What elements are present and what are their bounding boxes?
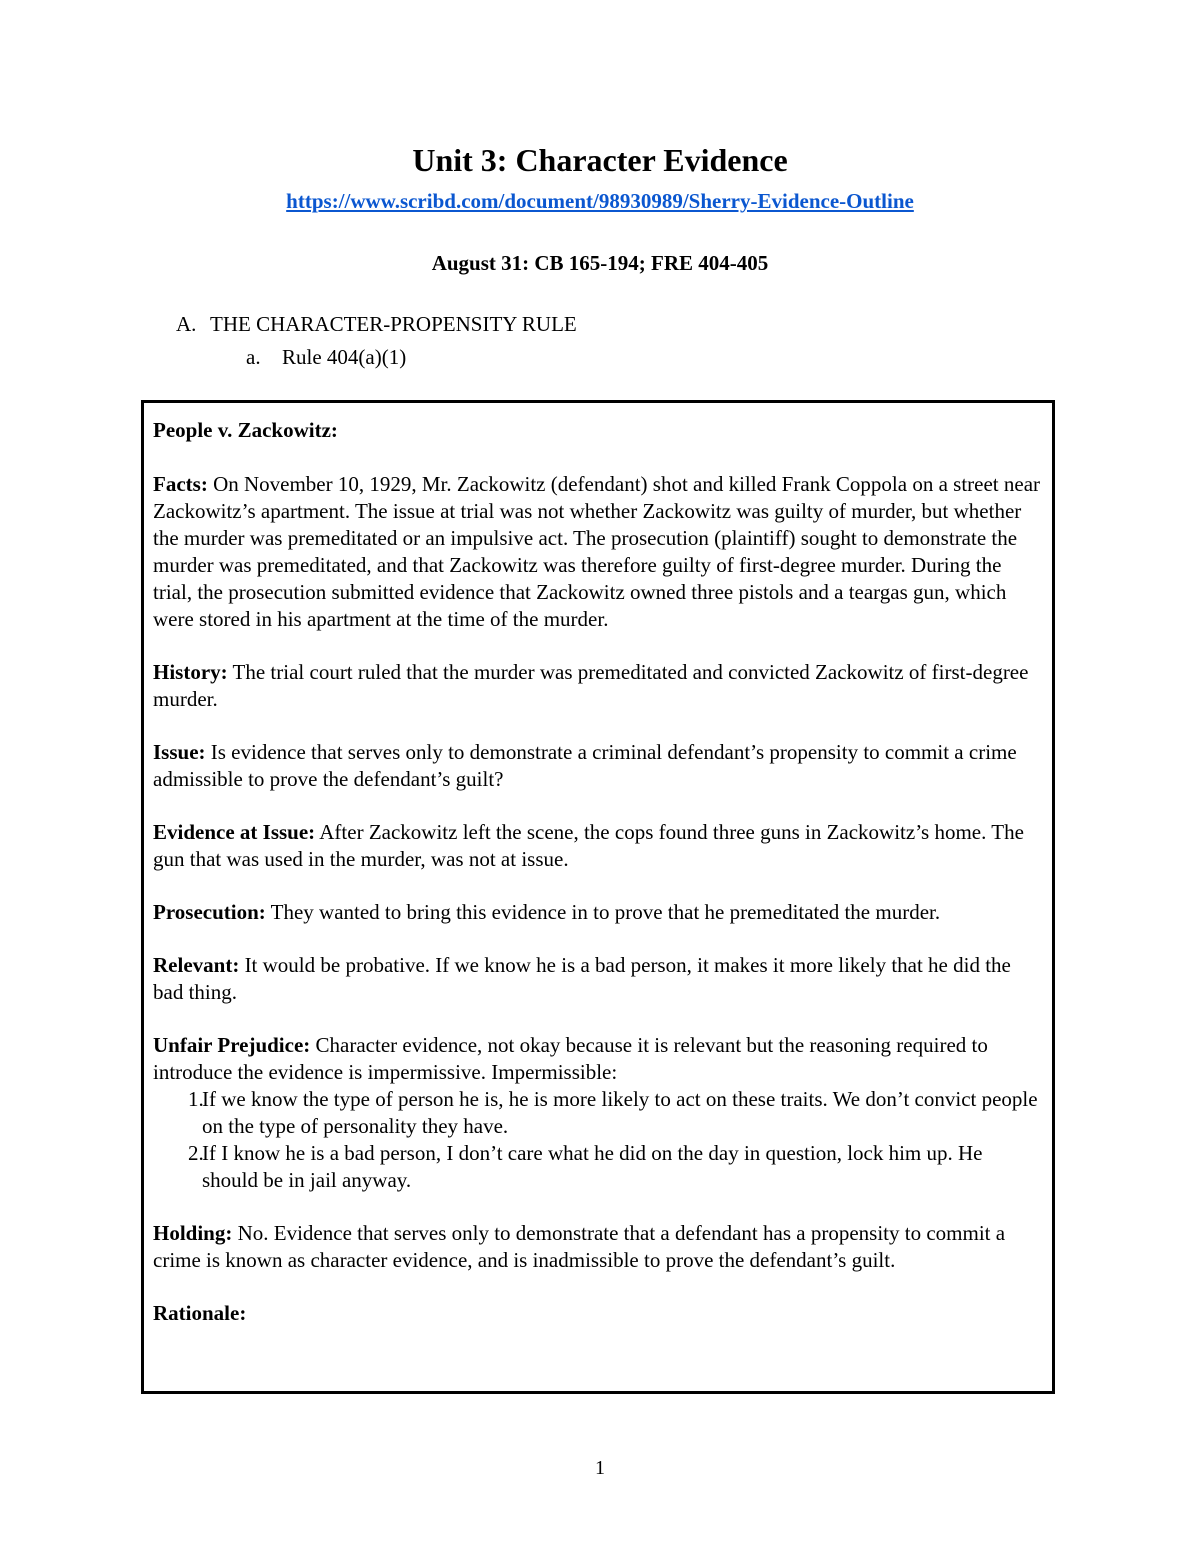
outline-section-marker: A. <box>176 312 197 336</box>
prejudice-list <box>153 1086 1042 1194</box>
case-relevant-text: It would be probative. If we know he is a bad person, it makes it more likely that he did the bad thing. <box>153 953 1011 1004</box>
case-holding <box>153 1220 1042 1274</box>
case-evidence-at-issue <box>153 819 1042 873</box>
page-title: Unit 3: Character Evidence <box>412 142 788 178</box>
case-evidence-text: After Zackowitz left the scene, the cops found three guns in Zackowitz’s home. The gun that was used in the murder, was not at issue. <box>153 820 1024 871</box>
reading-assignment: August 31: CB 165-194; FRE 404-405 <box>431 251 769 275</box>
case-facts-text: On November 10, 1929, Mr. Zackowitz (defendant) shot and killed Frank Coppola on a street near Zackowitz’s apartment. The issue at trial was not whether Zackowitz was guilty of murder, but whether the murder was premeditated or an impulsive act. The prosecution (plaintiff) sought to demonstrate the murder was premeditated, and that Zackowitz was therefore guilty of first-degree murder. During the trial, the prosecution submitted evidence that Zackowitz owned three pistols and a teargas gun, which were stored in his apartment at the time of the murder. <box>153 472 1041 631</box>
case-facts-heading: Facts: <box>153 472 208 496</box>
case-unfair-prejudice <box>153 1032 1042 1086</box>
case-issue <box>153 739 1042 793</box>
list-item <box>153 1140 1042 1194</box>
list-item-text: If we know the type of person he is, he is more likely to act on these traits. We don’t convict people on the type of personality they have. <box>202 1087 1038 1138</box>
case-prejudice-heading: Unfair Prejudice: <box>153 1033 311 1057</box>
outline-section-label: THE CHARACTER-PROPENSITY RULE <box>210 312 577 336</box>
list-item <box>153 1086 1042 1140</box>
case-prosecution-heading: Prosecution: <box>153 900 266 924</box>
case-prejudice-text: Character evidence, not okay because it is relevant but the reasoning required to introduce the evidence is impermissive. Impermissible: <box>153 1033 988 1084</box>
case-title: People v. Zackowitz: <box>153 418 338 442</box>
source-link-line <box>0 187 1200 215</box>
page-number: 1 <box>595 1457 605 1479</box>
case-prosecution-text: They wanted to bring this evidence in to prove that he premeditated the murder. <box>270 900 941 924</box>
case-facts <box>153 471 1042 633</box>
outline-subsection-a <box>246 343 406 371</box>
outline-section-a <box>176 310 577 338</box>
list-item-number: 2. <box>188 1141 204 1165</box>
source-link[interactable]: https://www.scribd.com/document/98930989/Sherry-Evidence-Outline <box>286 189 914 213</box>
case-brief-box <box>141 400 1055 1394</box>
case-issue-text: Is evidence that serves only to demonstrate a criminal defendant’s propensity to commit a crime admissible to prove the defendant’s guilt? <box>153 740 1017 791</box>
case-prosecution <box>153 899 1042 926</box>
case-history <box>153 659 1042 713</box>
case-relevant <box>153 952 1042 1006</box>
case-history-text: The trial court ruled that the murder was premeditated and convicted Zackowitz of first-degree murder. <box>153 660 1029 711</box>
case-evidence-heading: Evidence at Issue: <box>153 820 316 844</box>
case-holding-heading: Holding: <box>153 1221 233 1245</box>
outline-subsection-marker: a. <box>246 345 261 369</box>
case-rationale <box>153 1300 1042 1327</box>
case-holding-text: No. Evidence that serves only to demonstrate that a defendant has a propensity to commit a crime is known as character evidence, and is inadmissible to prove the defendant’s guilt. <box>153 1221 1006 1272</box>
case-rationale-heading: Rationale: <box>153 1301 247 1325</box>
list-item-number: 1. <box>188 1087 204 1111</box>
case-history-heading: History: <box>153 660 228 684</box>
case-relevant-heading: Relevant: <box>153 953 240 977</box>
outline-subsection-label: Rule 404(a)(1) <box>282 345 407 369</box>
list-item-text: If I know he is a bad person, I don’t care what he did on the day in question, lock him up. He should be in jail anyway. <box>202 1141 983 1192</box>
case-issue-heading: Issue: <box>153 740 206 764</box>
